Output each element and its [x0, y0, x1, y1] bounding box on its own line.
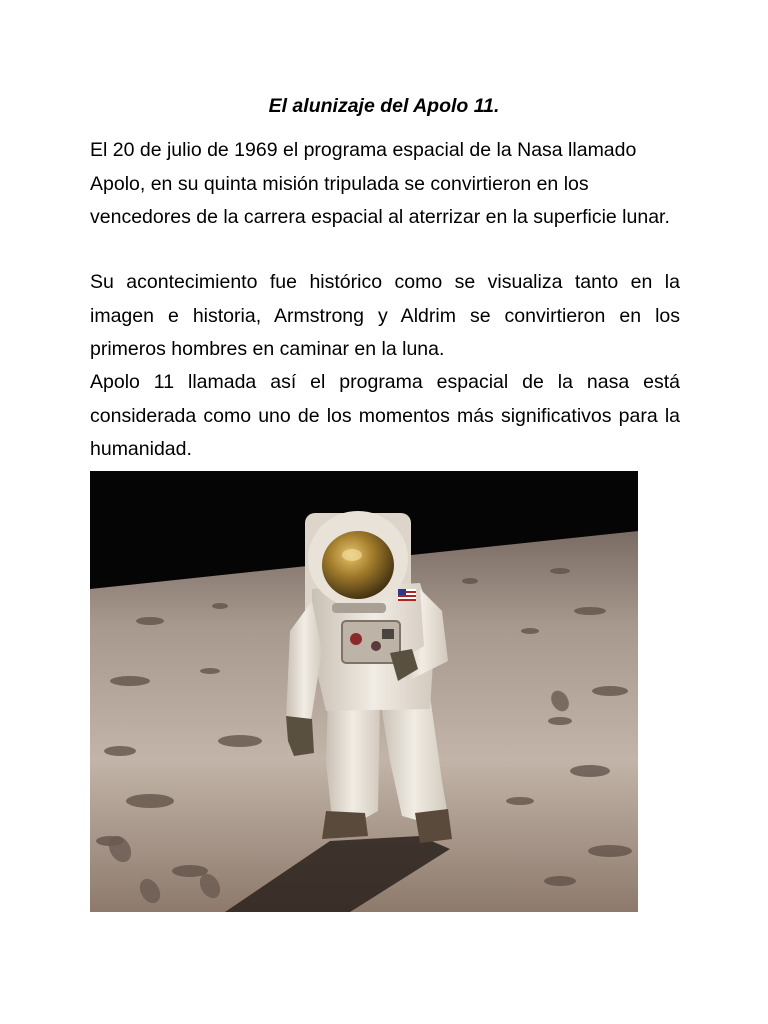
gold-visor	[322, 531, 394, 599]
flag-patch	[398, 589, 416, 601]
apollo-astronaut-photo	[90, 471, 638, 912]
paragraph-3: Apolo 11 llamada así el programa espacial de la nasa está considerada como uno de los momentos más significativos para la humanidad.	[90, 371, 680, 460]
right-boot	[415, 809, 452, 843]
control-knob-dark	[371, 641, 381, 651]
paragraph-1: El 20 de julio de 1969 el programa espacial de la Nasa llamado Apolo, en su quinta misión tripulada se convirtieron en los vencedores de la carrera espacial al aterrizar en la superficie lunar.	[90, 139, 670, 228]
visor-reflection	[342, 549, 362, 561]
control-knob-red	[350, 633, 362, 645]
left-leg	[326, 699, 380, 821]
control-panel	[382, 629, 394, 639]
paragraph-2: Su acontecimiento fue histórico como se visualiza tanto en la imagen e historia, Armstrong y Aldrim se convirtieron en los primeros hombres en caminar en la luna.	[90, 271, 680, 360]
left-boot	[322, 811, 368, 839]
neck-ring	[332, 603, 386, 613]
document-title: El alunizaje del Apolo 11.	[268, 95, 500, 117]
astronaut-illustration	[90, 471, 638, 912]
